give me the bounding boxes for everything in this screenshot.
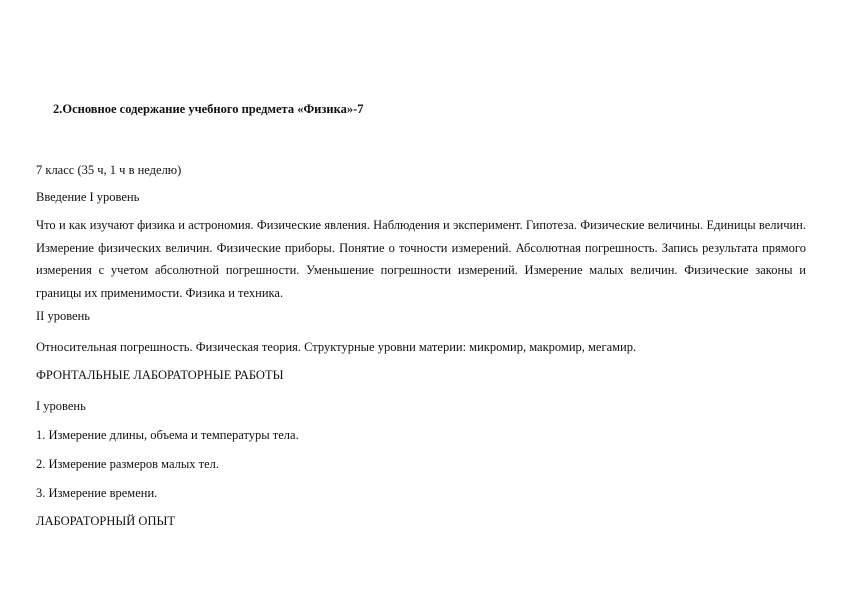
lab-item: 3. Измерение времени. <box>36 486 158 500</box>
level-2-label: II уровень <box>36 309 90 323</box>
intro-paragraph: Что и как изучают физика и астрономия. Физические явления. Наблюдения и эксперимент. Гипотеза. Физические величины. Единицы величин. Измерение физических величин. Физические приборы. Понятие о точности измерений. Абсолютная погрешность. Запись результата прямого измерения с учетом абсолютной погрешности. Уменьшение погрешности измерений. Измерение малых величин. Физические законы и границы их применимости. Физика и техника. <box>36 218 806 300</box>
lab-item: 2. Измерение размеров малых тел. <box>36 457 220 471</box>
level-1-label: I уровень <box>36 399 86 413</box>
experiment-heading: ЛАБОРАТОРНЫЙ ОПЫТ <box>36 514 176 528</box>
section-heading: 2.Основное содержание учебного предмета «Физика»-7 <box>53 102 364 116</box>
intro-level-1-label: Введение I уровень <box>36 190 140 204</box>
class-info: 7 класс (35 ч, 1 ч в неделю) <box>36 163 182 177</box>
labs-heading: ФРОНТАЛЬНЫЕ ЛАБОРАТОРНЫЕ РАБОТЫ <box>36 368 284 382</box>
level-2-paragraph: Относительная погрешность. Физическая теория. Структурные уровни материи: микромир, макромир, мегамир. <box>36 340 637 354</box>
lab-item: 1. Измерение длины, объема и температуры тела. <box>36 428 299 442</box>
